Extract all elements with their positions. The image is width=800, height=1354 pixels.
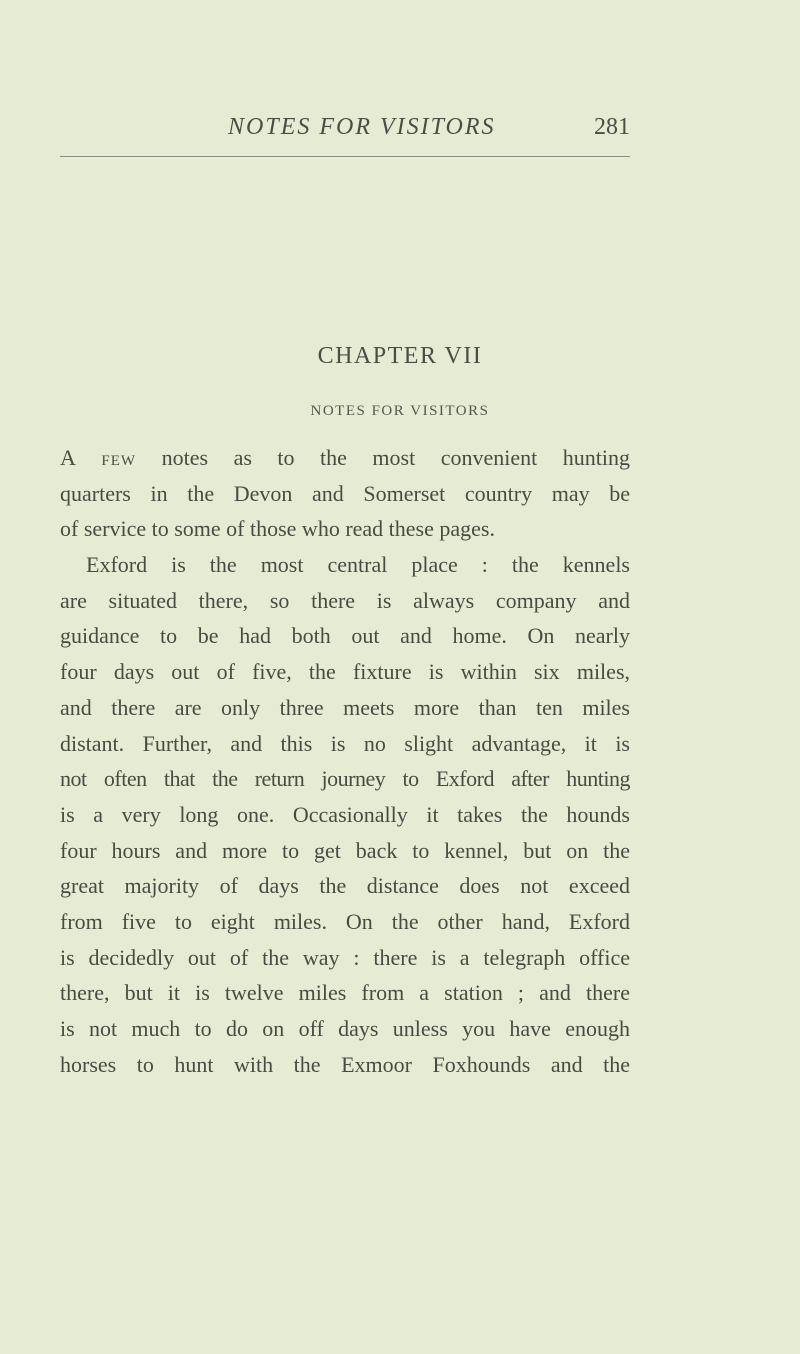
running-head — [60, 114, 630, 144]
text-line-7: four days out of five, the fixture is within six miles, — [60, 659, 630, 685]
text-line-1-rest: notes as to the most convenient hunting — [136, 445, 630, 470]
text-line-4: Exford is the most central place : the kennels — [86, 552, 630, 578]
chapter-subtitle: NOTES FOR VISITORS — [310, 403, 490, 419]
text-line-3: of service to some of those who read these pages. — [60, 516, 495, 542]
text-line-11: is a very long one. Occasionally it takes the hounds — [60, 801, 630, 827]
text-line-8: and there are only three meets more than ten miles — [60, 694, 630, 720]
text-line-5: are situated there, so there is always company and — [60, 587, 630, 613]
text-line-12: four hours and more to get back to kennel, but on the — [60, 837, 630, 863]
text-line-2: quarters in the Devon and Somerset country may be — [60, 480, 630, 506]
text-line-10: not often that the return journey to Exford after hunting — [60, 766, 630, 792]
header-rule — [60, 156, 630, 157]
text-line-14: from five to eight miles. On the other hand, Exford — [60, 908, 630, 934]
text-line-17: is not much to do on off days unless you have enough — [60, 1016, 630, 1041]
body-text — [60, 440, 630, 1082]
text-line-18: horses to hunt with the Exmoor Foxhounds and the — [60, 1051, 630, 1077]
opening-word: few — [101, 445, 137, 470]
text-line-1 — [60, 440, 630, 476]
text-line-9: distant. Further, and this is no slight advantage, it is — [60, 730, 630, 756]
text-line-15: is decidedly out of the way : there is a telegraph office — [60, 944, 630, 970]
running-title: NOTES FOR VISITORS — [228, 114, 496, 140]
chapter-title: CHAPTER VII — [317, 343, 483, 369]
text-line-13: great majority of days the distance does not exceed — [60, 873, 630, 899]
text-line-6: guidance to be had both out and home. On nearly — [60, 623, 630, 649]
page-number: 281 — [594, 114, 630, 140]
text-line-16: there, but it is twelve miles from a station ; and there — [60, 980, 630, 1006]
opening-letter: A — [60, 445, 76, 470]
